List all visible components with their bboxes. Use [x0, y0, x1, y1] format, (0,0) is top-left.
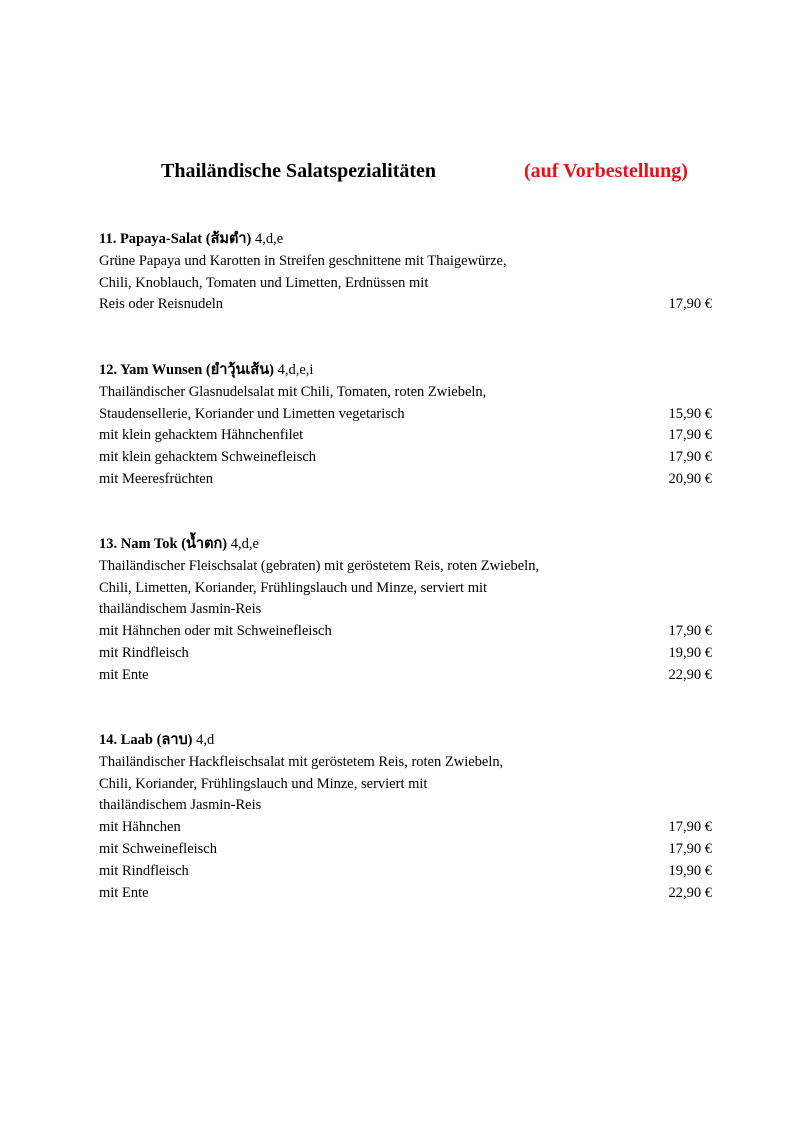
- menu-line: [99, 774, 712, 796]
- line-text: mit klein gehacktem Schweinefleisch: [99, 449, 317, 466]
- line-text: thailändischem Jasmin-Reis: [99, 601, 262, 618]
- menu-line: [99, 861, 712, 883]
- line-text: mit Hähnchen oder mit Schweinefleisch: [99, 623, 332, 640]
- menu-line: [99, 294, 712, 316]
- line-text: Chili, Limetten, Koriander, Frühlingslauch und Minze, serviert mit: [99, 579, 488, 596]
- line-price: 20,90 €: [668, 470, 712, 487]
- dish-allergens: 4,d,e,i: [277, 362, 314, 378]
- line-text: mit Ente: [99, 884, 149, 901]
- menu-line: [99, 251, 712, 273]
- menu-line: [99, 643, 712, 665]
- line-text: Reis oder Reisnudeln: [99, 296, 224, 313]
- line-text: mit Ente: [99, 666, 149, 683]
- dish-name: 11. Papaya-Salat (ส้มตำ): [99, 231, 252, 247]
- line-price: 22,90 €: [668, 666, 712, 683]
- dish-name: 12. Yam Wunsen (ยำวุ้นเส้น): [99, 362, 274, 378]
- line-price: 17,90 €: [668, 819, 712, 836]
- dish-laab: [99, 730, 712, 904]
- line-price: 17,90 €: [668, 449, 712, 466]
- line-text: mit Meeresfrüchten: [99, 470, 213, 487]
- line-text: mit Rindfleisch: [99, 862, 189, 879]
- line-text: Grüne Papaya und Karotten in Streifen geschnittene mit Thaigewürze,: [99, 252, 507, 269]
- line-text: mit klein gehacktem Hähnchenfilet: [99, 427, 304, 444]
- line-price: 17,90 €: [668, 296, 712, 313]
- dish-papaya-salat: [99, 229, 712, 316]
- menu-line: [99, 621, 712, 643]
- menu-line: [99, 883, 712, 905]
- line-text: thailändischem Jasmin-Reis: [99, 797, 262, 814]
- menu-line: [99, 447, 712, 469]
- dish-allergens: 4,d,e: [255, 231, 284, 247]
- menu-line: [99, 752, 712, 774]
- line-price: 19,90 €: [668, 862, 712, 879]
- line-text: Chili, Knoblauch, Tomaten und Limetten, Erdnüssen mit: [99, 274, 429, 291]
- line-text: Chili, Koriander, Frühlingslauch und Minze, serviert mit: [99, 775, 428, 792]
- line-text: Thailändischer Glasnudelsalat mit Chili, Tomaten, roten Zwiebeln,: [99, 383, 487, 400]
- line-price: 17,90 €: [668, 840, 712, 857]
- line-text: mit Hähnchen: [99, 819, 181, 836]
- line-price: 19,90 €: [668, 644, 712, 661]
- dish-heading: [99, 229, 712, 251]
- line-text: mit Rindfleisch: [99, 644, 189, 661]
- menu-line: [99, 382, 712, 404]
- dish-name: 14. Laab (ลาบ): [99, 732, 193, 748]
- dish-allergens: 4,d,e: [230, 536, 259, 552]
- line-price: 17,90 €: [668, 427, 712, 444]
- dish-heading: [99, 730, 712, 752]
- dish-allergens: 4,d: [196, 732, 215, 748]
- line-price: 15,90 €: [668, 405, 712, 422]
- menu-line: [99, 404, 712, 426]
- dish-heading: [99, 534, 712, 556]
- menu-line: [99, 795, 712, 817]
- menu-line: [99, 425, 712, 447]
- menu-line: [99, 839, 712, 861]
- preorder-note: (auf Vorbestellung): [524, 160, 688, 182]
- dish-heading: [99, 360, 712, 382]
- line-text: Staudensellerie, Koriander und Limetten vegetarisch: [99, 405, 405, 422]
- dish-nam-tok: [99, 534, 712, 687]
- dish-name: 13. Nam Tok (น้ำตก): [99, 536, 228, 552]
- line-price: 22,90 €: [668, 884, 712, 901]
- line-text: Thailändischer Fleischsalat (gebraten) mit geröstetem Reis, roten Zwiebeln,: [99, 557, 540, 574]
- menu-line: [99, 273, 712, 295]
- menu-line: [99, 578, 712, 600]
- menu-line: [99, 599, 712, 621]
- line-text: mit Schweinefleisch: [99, 840, 217, 857]
- menu-line: [99, 817, 712, 839]
- line-text: Thailändischer Hackfleischsalat mit geröstetem Reis, roten Zwiebeln,: [99, 753, 504, 770]
- menu-line: [99, 556, 712, 578]
- menu-line: [99, 469, 712, 491]
- dish-yam-wunsen: [99, 360, 712, 491]
- menu-line: [99, 665, 712, 687]
- line-price: 17,90 €: [668, 623, 712, 640]
- page-title: Thailändische Salatspezialitäten: [161, 160, 437, 182]
